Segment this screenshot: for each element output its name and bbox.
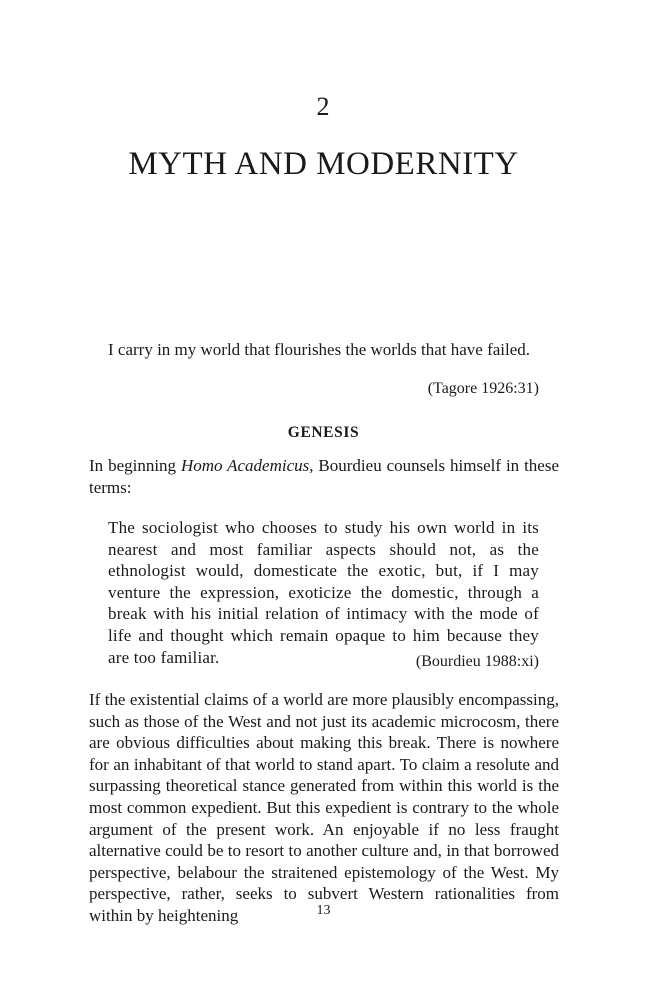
epigraph-text: I carry in my world that flourishes the worlds that have failed. <box>108 340 531 359</box>
page-number: 13 <box>316 903 331 918</box>
intro-paragraph <box>89 455 559 498</box>
epigraph-citation: (Tagore 1926:31) <box>427 380 539 397</box>
body-paragraph: If the existential claims of a world are more plausibly encompassing, such as those of the West and not just its academic microcosm, there are obvious difficulties about making this break. There is nowhere for an inhabitant of that world to stand apart. To claim a resolute and surpassing theoretical stance generated from within this world is the most common expedient. But this expedient is contrary to the whole argument of the present work. An enjoyable if no less fraught alternative could be to resort to another culture and, in that borrowed perspective, belabour the straitened epistemology of the West. My perspective, rather, seeks to subvert Western rationalities from within by heightening <box>89 690 559 925</box>
block-quote: The sociologist who chooses to study his own world in its nearest and most familiar aspects should not, as the ethnologist would, domesticate the exotic, but, if I may venture the expression, exoticize the domestic, through a break with his initial relation of intimacy with the mode of life and thought which remain opaque to him because they are too familiar. <box>108 518 539 667</box>
section-heading: GENESIS <box>287 424 360 441</box>
chapter-number: 2 <box>316 92 331 121</box>
intro-text-after: Bourdieu counsels himself in these terms: <box>89 456 559 497</box>
chapter-title: MYTH AND MODERNITY <box>128 146 519 182</box>
book-title-italic: Homo Academicus, <box>180 456 314 475</box>
intro-text-before: In beginning <box>89 456 181 475</box>
block-quote-citation: (Bourdieu 1988:xi) <box>415 653 539 670</box>
